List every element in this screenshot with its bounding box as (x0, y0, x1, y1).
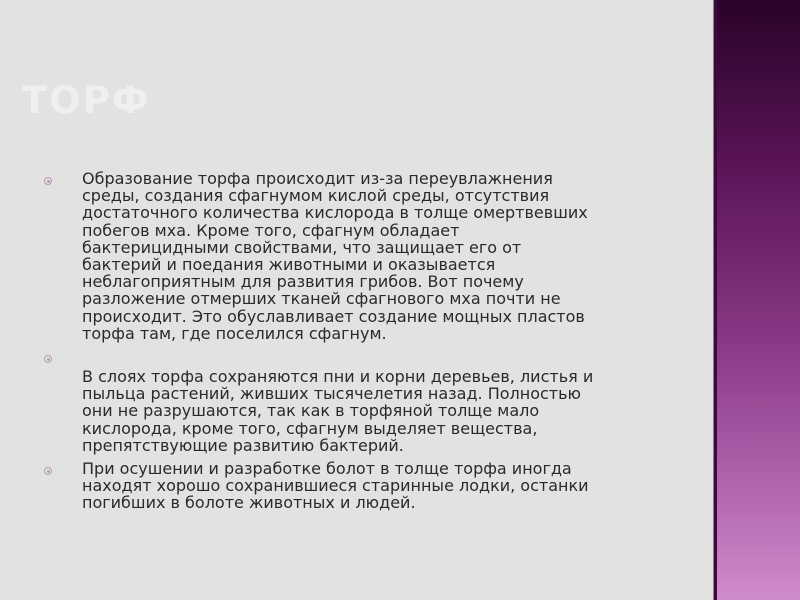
circle-bullet-icon (44, 467, 52, 475)
paragraph-text: Образование торфа происходит из-за переувлажнения среды, создания сфагнумом кислой среды, отсутствия достаточного количества кислорода в толще омертвевших побегов мха. Кроме того, сфагнум обладает бактерицидными свойствами, что защищает его от бактерий и поедания животными и оказывается неблагоприятным для развития грибов. Вот почему разложение отмерших тканей сфагнового мха почти не происходит. Это обуславливает создание мощных пластов торфа там, где поселился сфагнум. (82, 169, 588, 343)
list-item (82, 170, 682, 342)
slide-title: ТОРФ (22, 79, 151, 122)
circle-bullet-icon (44, 355, 52, 363)
circle-bullet-icon (44, 177, 52, 185)
list-item (82, 351, 682, 454)
decorative-side-panel (714, 0, 800, 600)
list-item (82, 460, 682, 512)
bullet-list (82, 170, 682, 512)
paragraph-text: В слоях торфа сохраняются пни и корни деревьев, листья и пыльца растений, живших тысячелетия назад. Полностью они не разрушаются, так как в торфяной толще мало кислорода, кроме того, сфагнум выделяет вещества, препятствующие развитию бактерий. (82, 367, 594, 455)
paragraph-text: При осушении и разработке болот в толще торфа иногда находят хорошо сохранившиеся старинные лодки, останки погибших в болоте животных и людей. (82, 459, 589, 513)
